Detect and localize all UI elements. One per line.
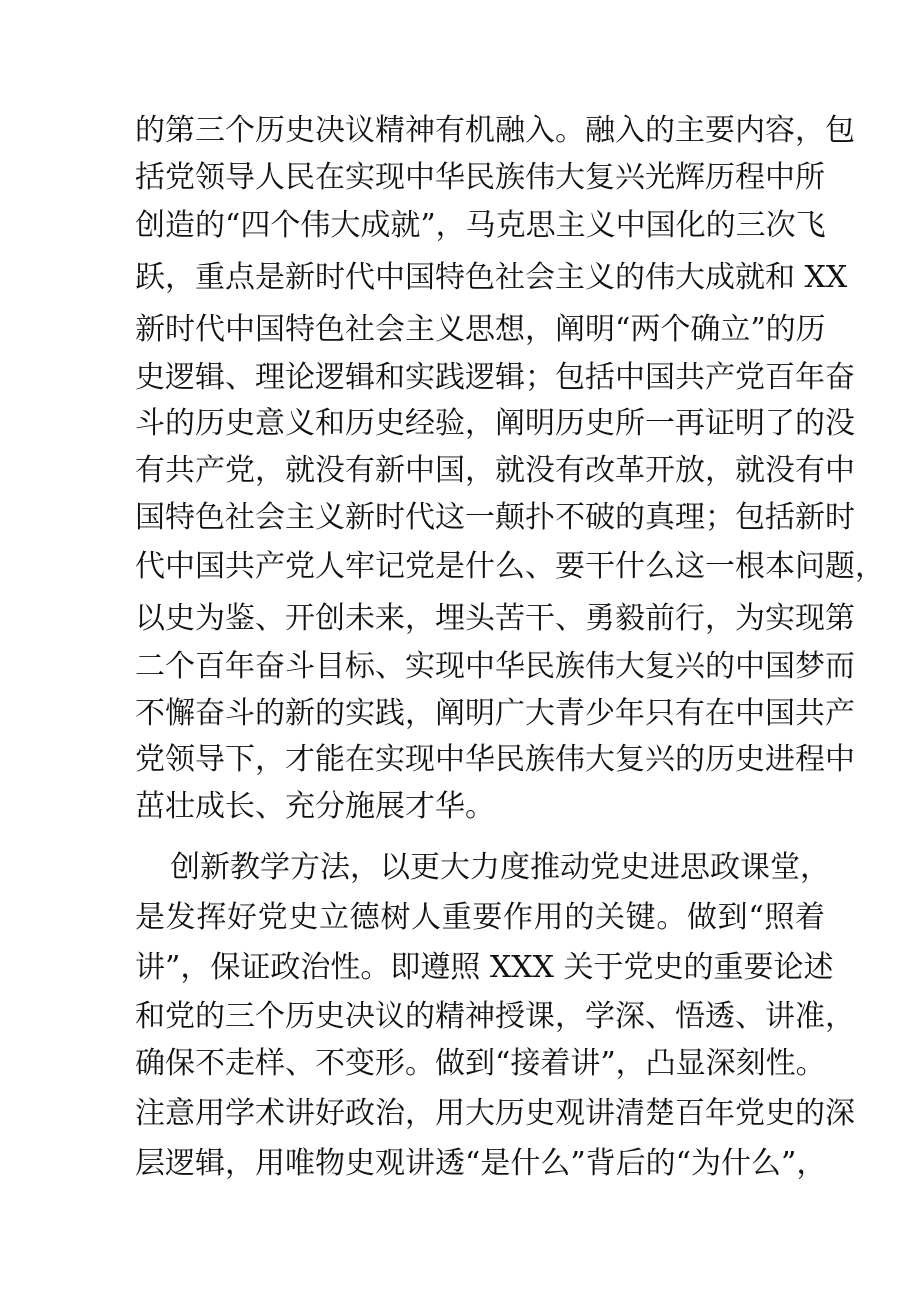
paragraph-2-line-7: 层逻辑，用唯物史观讲透“是什么”背后的“为什么”，	[135, 1146, 827, 1181]
paragraph-1-line-2: 括党领导人民在实现中华民族伟大复兴光辉历程中所	[135, 160, 825, 195]
paragraph-1-line-1: 的第三个历史决议精神有机融入。融入的主要内容，包	[135, 113, 855, 148]
paragraph-2-line-4: 和党的三个历史决议的精神授课，学深、悟透、讲准，	[135, 999, 855, 1034]
paragraph-1-line-12: 二个百年奋斗目标、实现中华民族伟大复兴的中国梦而	[135, 649, 855, 684]
paragraph-1-line-4: 跃，重点是新时代中国特色社会主义的伟大成就和 XX	[135, 260, 848, 295]
paragraph-1-line-9: 国特色社会主义新时代这一颠扑不破的真理；包括新时	[135, 500, 855, 535]
paragraph-1-line-7: 斗的历史意义和历史经验，阐明历史所一再证明了的没	[135, 406, 855, 441]
paragraph-1-line-15: 茁壮成长、充分施展才华。	[135, 789, 495, 824]
paragraph-1-line-8: 有共产党，就没有新中国，就没有改革开放，就没有中	[135, 453, 855, 488]
paragraph-2-line-2: 是发挥好党史立德树人重要作用的关键。做到“照着	[135, 900, 825, 935]
paragraph-2-line-5: 确保不走样、不变形。做到“接着讲”，凸显深刻性。	[135, 1046, 826, 1081]
paragraph-1-line-13: 不懈奋斗的新的实践，阐明广大青少年只有在中国共产	[135, 696, 855, 731]
paragraph-1-line-3: 创造的“四个伟大成就”，马克思主义中国化的三次飞	[135, 208, 826, 243]
paragraph-2-line-1: 创新教学方法，以更大力度推动党史进思政课堂，	[170, 850, 830, 885]
paragraph-1-line-11: 以史为鉴、开创未来，埋头苦干、勇毅前行，为实现第	[135, 601, 855, 636]
paragraph-1-line-6: 史逻辑、理论逻辑和实践逻辑；包括中国共产党百年奋	[135, 360, 855, 395]
paragraph-2-line-3: 讲”，保证政治性。即遵照 XXX 关于党史的重要论述	[135, 950, 834, 985]
paragraph-2-line-6: 注意用学术讲好政治，用大历史观讲清楚百年党史的深	[135, 1096, 855, 1131]
paragraph-1-line-14: 党领导下，才能在实现中华民族伟大复兴的历史进程中	[135, 742, 855, 777]
paragraph-1-line-10: 代中国共产党人牢记党是什么、要干什么这一根本问题，	[135, 549, 885, 584]
paragraph-1-line-5: 新时代中国特色社会主义思想，阐明“两个确立”的历	[135, 312, 826, 347]
